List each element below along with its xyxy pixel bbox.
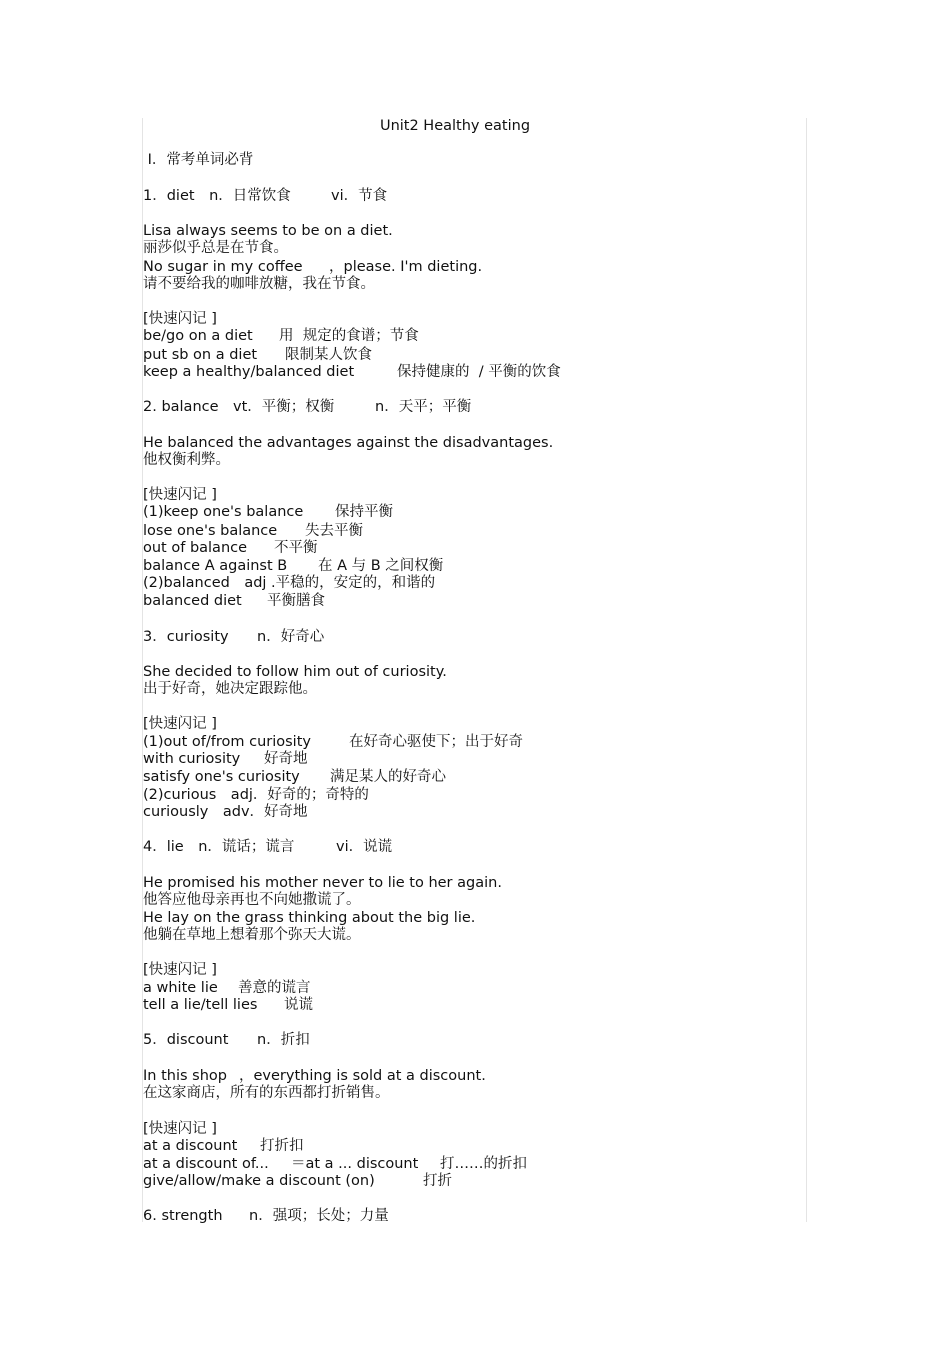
line-text-column: 失去平衡 bbox=[305, 523, 363, 539]
text-line bbox=[143, 574, 435, 592]
line-text-column: 在 A 与 B 之间权衡 bbox=[318, 558, 444, 574]
text-line bbox=[143, 1207, 389, 1225]
text-line bbox=[143, 503, 393, 521]
line-text: 4．lie n．谎话；谎言 bbox=[143, 839, 295, 855]
text-line bbox=[143, 838, 393, 856]
line-text-column: vi．节食 bbox=[331, 188, 388, 204]
line-text: curiously adv．好奇地 bbox=[143, 804, 308, 820]
text-line bbox=[143, 522, 363, 540]
line-text: with curiosity bbox=[143, 751, 241, 767]
line-text: (2)curious adj．好奇的；奇特的 bbox=[143, 787, 369, 803]
text-line bbox=[143, 680, 317, 698]
text-line bbox=[143, 803, 308, 821]
text-line bbox=[143, 327, 419, 345]
line-text: (1)out of/from curiosity bbox=[143, 734, 311, 750]
line-text-column: ，please. I'm dieting. bbox=[329, 259, 483, 275]
line-text-column: ＝at a ... discount bbox=[291, 1156, 419, 1172]
text-line bbox=[143, 733, 523, 751]
line-text: satisfy one's curiosity bbox=[143, 769, 300, 785]
line-text: 他权衡利弊。 bbox=[143, 452, 230, 468]
text-line bbox=[143, 222, 393, 240]
text-line bbox=[143, 275, 375, 293]
line-text: 他躺在草地上想着那个弥天大谎。 bbox=[143, 927, 361, 943]
text-line bbox=[143, 715, 217, 733]
line-text-column: 用 规定的食谱；节食 bbox=[279, 328, 419, 344]
text-line bbox=[143, 187, 388, 205]
text-line bbox=[143, 1172, 452, 1190]
line-text: lose one's balance bbox=[143, 523, 278, 539]
text-line bbox=[143, 434, 553, 452]
line-text: He promised his mother never to lie to her again. bbox=[143, 875, 502, 891]
line-text-column: n．天平；平衡 bbox=[375, 399, 472, 415]
text-line bbox=[143, 592, 325, 610]
line-text: 1．diet n．日常饮食 bbox=[143, 188, 291, 204]
line-text: at a discount bbox=[143, 1138, 238, 1154]
line-text: 在这家商店，所有的东西都打折销售。 bbox=[143, 1085, 390, 1101]
line-text: [快速闪记 ] bbox=[143, 487, 217, 503]
line-text: [快速闪记 ] bbox=[143, 962, 217, 978]
text-line bbox=[143, 1137, 304, 1155]
text-line bbox=[143, 961, 217, 979]
text-line bbox=[143, 363, 561, 381]
line-text: give/allow/make a discount (on) bbox=[143, 1173, 375, 1189]
line-text-column: 打……的折扣 bbox=[440, 1156, 527, 1172]
line-text-column: 善意的谎言 bbox=[238, 980, 311, 996]
line-text: put sb on a diet bbox=[143, 347, 258, 363]
text-line bbox=[143, 1155, 527, 1173]
line-text: He balanced the advantages against the disadvantages. bbox=[143, 435, 554, 451]
line-text: Lisa always seems to be on a diet. bbox=[143, 223, 393, 239]
line-text: [快速闪记 ] bbox=[143, 716, 217, 732]
line-text: 丽莎似乎总是在节食。 bbox=[143, 240, 288, 256]
line-text: out of balance bbox=[143, 540, 248, 556]
text-line bbox=[143, 909, 475, 927]
page-title: Unit2 Healthy eating bbox=[379, 118, 531, 134]
line-text: In this shop bbox=[143, 1068, 227, 1084]
line-text: balanced diet bbox=[143, 593, 242, 609]
text-line bbox=[143, 451, 230, 469]
text-line bbox=[143, 1084, 390, 1102]
text-line bbox=[143, 539, 318, 557]
text-line bbox=[143, 557, 444, 575]
line-text: a white lie bbox=[143, 980, 218, 996]
line-text-column: n．好奇心 bbox=[257, 629, 325, 645]
line-text-column: 不平衡 bbox=[274, 540, 318, 556]
line-text-column: 限制某人饮食 bbox=[285, 347, 372, 363]
line-text-column: 满足某人的好奇心 bbox=[330, 769, 446, 785]
text-line bbox=[143, 239, 288, 257]
line-text: 2. balance vt．平衡；权衡 bbox=[143, 399, 335, 415]
line-text-column: n．折扣 bbox=[257, 1032, 310, 1048]
line-text: She decided to follow him out of curiosity. bbox=[143, 664, 447, 680]
text-line bbox=[143, 768, 446, 786]
line-text: balance A against B bbox=[143, 558, 288, 574]
line-text-column: 打折 bbox=[423, 1173, 452, 1189]
line-text: (2)balanced adj .平稳的，安定的，和谐的 bbox=[143, 575, 436, 591]
text-line bbox=[143, 750, 308, 768]
text-line bbox=[143, 1031, 310, 1049]
text-line bbox=[143, 1120, 217, 1138]
text-line bbox=[143, 996, 313, 1014]
line-text-column: 保持健康的 / 平衡的饮食 bbox=[397, 364, 561, 380]
text-line bbox=[143, 486, 217, 504]
line-text: (1)keep one's balance bbox=[143, 504, 304, 520]
text-line bbox=[143, 874, 502, 892]
text-line bbox=[143, 979, 311, 997]
line-text-column: 保持平衡 bbox=[335, 504, 393, 520]
page-frame-right bbox=[806, 118, 807, 1222]
text-line bbox=[143, 151, 253, 169]
text-line bbox=[143, 346, 372, 364]
line-text-column: 在好奇心驱使下；出于好奇 bbox=[349, 734, 523, 750]
line-text: He lay on the grass thinking about the big lie. bbox=[143, 910, 476, 926]
line-text-column: 说谎 bbox=[284, 997, 313, 1013]
line-text: 6. strength bbox=[143, 1208, 223, 1224]
line-text-column: 平衡膳食 bbox=[267, 593, 325, 609]
text-line bbox=[143, 663, 447, 681]
line-text: 3．curiosity bbox=[143, 629, 229, 645]
text-line bbox=[143, 310, 217, 328]
text-line bbox=[143, 891, 361, 909]
line-text-column: 好奇地 bbox=[264, 751, 308, 767]
text-line bbox=[143, 398, 472, 416]
text-line bbox=[143, 258, 483, 276]
line-text: No sugar in my coffee bbox=[143, 259, 303, 275]
line-text-column: n．强项；长处；力量 bbox=[249, 1208, 389, 1224]
text-line bbox=[143, 1067, 486, 1085]
line-text: keep a healthy/balanced diet bbox=[143, 364, 355, 380]
text-line bbox=[143, 926, 361, 944]
text-line bbox=[143, 786, 369, 804]
line-text: 他答应他母亲再也不向她撒谎了。 bbox=[143, 892, 361, 908]
line-text-column: ，everything is sold at a discount. bbox=[239, 1068, 486, 1084]
line-text: at a discount of... bbox=[143, 1156, 269, 1172]
line-text: [快速闪记 ] bbox=[143, 311, 217, 327]
line-text-column: vi．说谎 bbox=[336, 839, 393, 855]
text-line bbox=[143, 628, 325, 646]
line-text: 请不要给我的咖啡放糖，我在节食。 bbox=[143, 276, 375, 292]
line-text: Ⅰ．常考单词必背 bbox=[143, 152, 254, 168]
line-text-column: 打折扣 bbox=[260, 1138, 304, 1154]
line-text: tell a lie/tell lies bbox=[143, 997, 258, 1013]
line-text: [快速闪记 ] bbox=[143, 1121, 217, 1137]
line-text: 5．discount bbox=[143, 1032, 229, 1048]
line-text: 出于好奇，她决定跟踪他。 bbox=[143, 681, 317, 697]
line-text: be/go on a diet bbox=[143, 328, 253, 344]
